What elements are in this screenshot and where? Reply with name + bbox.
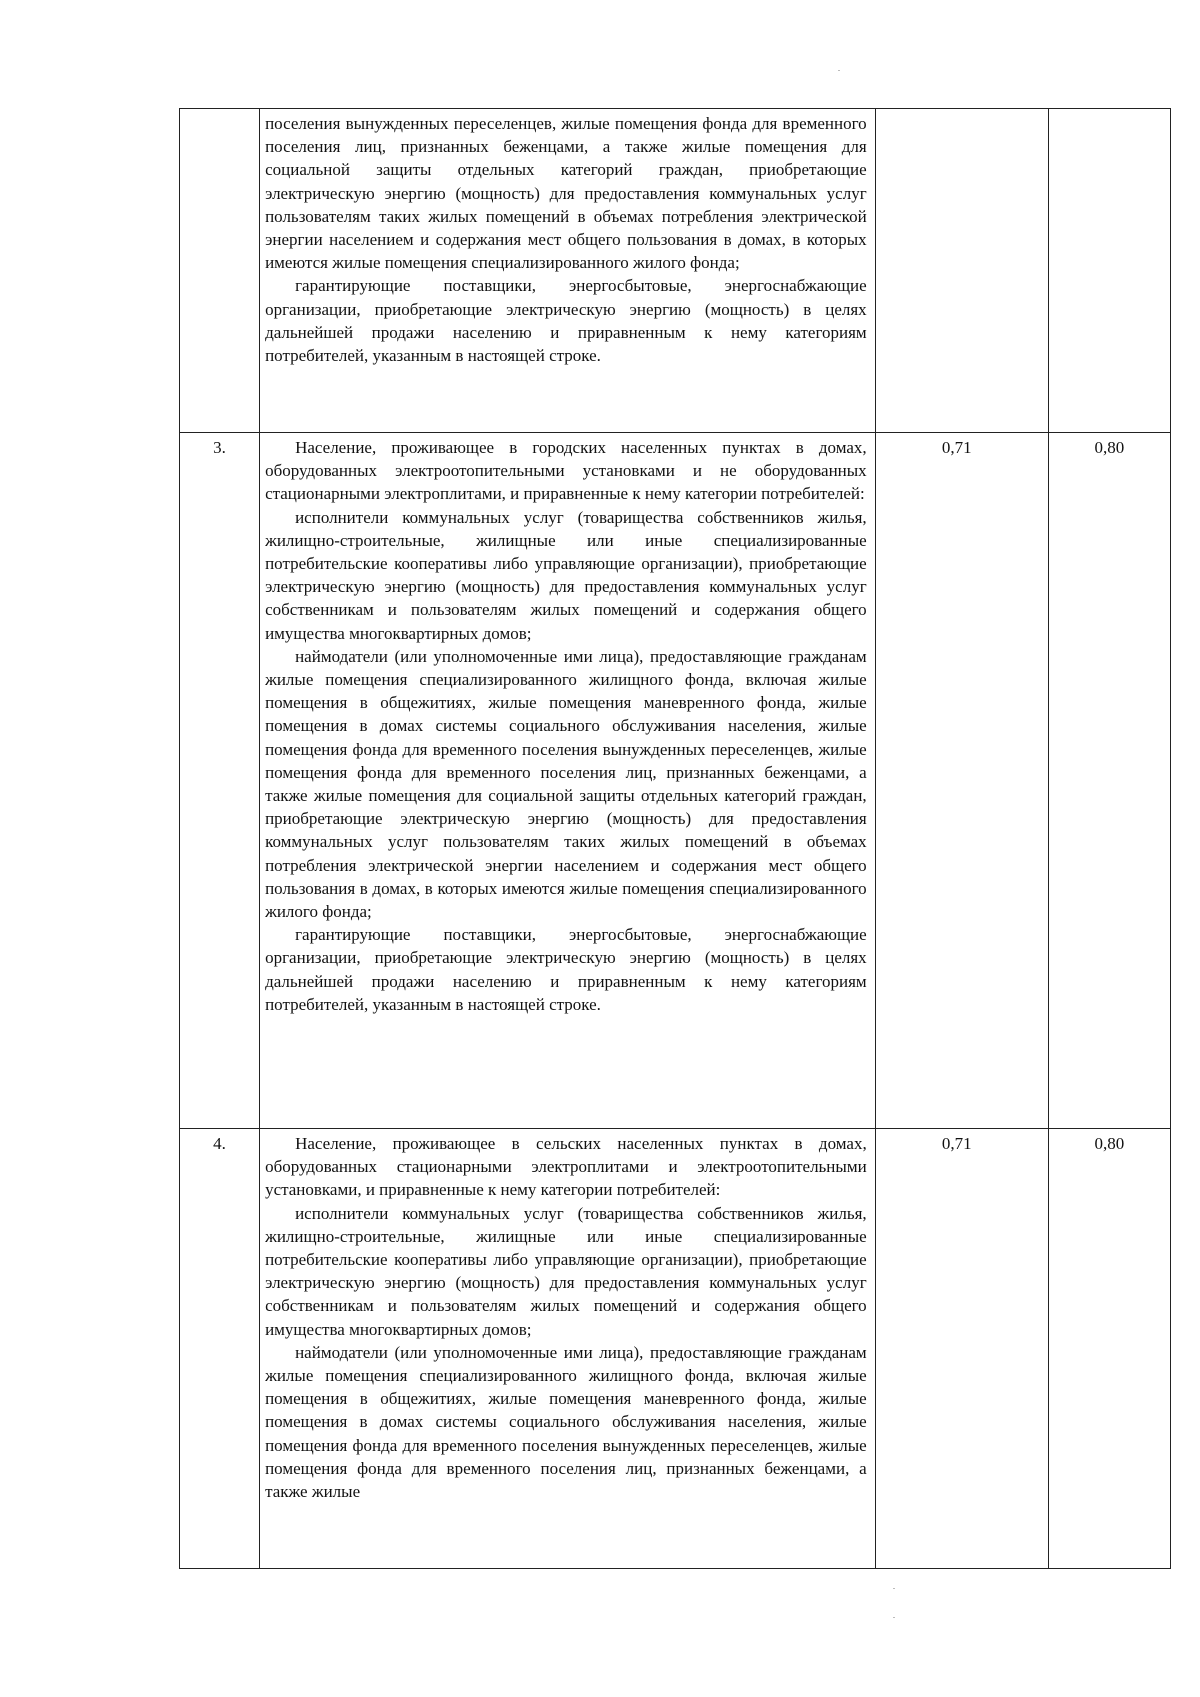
scan-speck bbox=[893, 1617, 895, 1618]
paragraph: исполнители коммунальных услуг (товарищества собственников жилья, жилищно-строительные, жилищные или иные специализированные потребительские кооперативы либо управляющие организации), приобретающие электрическую энергию (мощность) для предоставления коммунальных услуг собственникам и пользователям жилых помещений и содержания общего имущества многоквартирных домов; bbox=[265, 507, 867, 643]
row-number: 3. bbox=[213, 438, 226, 457]
row-number-cell bbox=[180, 109, 260, 433]
value-cell-2 bbox=[1048, 433, 1170, 1129]
paragraph: гарантирующие поставщики, энергосбытовые, энергоснабжающие организации, приобретающие электрическую энергию (мощность) в целях дальнейшей продажи населению и приравненным к нему категориям потребителей, указанным в настоящей строке. bbox=[265, 925, 867, 1014]
description-cell bbox=[260, 109, 876, 433]
paragraph: Население, проживающее в городских населенных пунктах в домах, оборудованных электроотопительными установками и не оборудованных стационарными электроплитами, и приравненные к нему категории потребителей: bbox=[265, 438, 867, 504]
row-number-cell bbox=[180, 1129, 260, 1569]
scan-speck bbox=[838, 70, 840, 71]
paragraph: гарантирующие поставщики, энергосбытовые, энергоснабжающие организации, приобретающие электрическую энергию (мощность) в целях дальнейшей продажи населению и приравненным к нему категориям потребителей, указанным в настоящей строке. bbox=[265, 276, 867, 366]
value-cell-1 bbox=[875, 109, 1048, 433]
paragraph: исполнители коммунальных услуг (товарищества собственников жилья, жилищно-строительные, жилищные или иные специализированные потребительские кооперативы либо управляющие организации), приобретающие электрическую энергию (мощность) для предоставления коммунальных услуг собственникам и пользователям жилых помещений и содержания общего имущества многоквартирных домов; bbox=[265, 1203, 867, 1339]
value-1: 0,71 bbox=[941, 1134, 972, 1153]
value-1: 0,71 bbox=[941, 438, 972, 457]
value-2: 0,80 bbox=[1094, 1134, 1125, 1153]
value-cell-1 bbox=[875, 1129, 1048, 1569]
description-cell bbox=[260, 433, 876, 1129]
table-row bbox=[180, 1129, 1171, 1569]
row-number bbox=[180, 109, 259, 112]
value-cell-1 bbox=[875, 433, 1048, 1129]
table-row bbox=[180, 109, 1171, 433]
value-2: 0,80 bbox=[1094, 438, 1125, 457]
paragraph: поселения вынужденных переселенцев, жилые помещения фонда для временного поселения лиц, признанных беженцами, а также жилые помещения для социальной защиты отдельных категорий граждан, приобретающие электрическую энергию (мощность) для предоставления коммунальных услуг пользователям таких жилых помещений в объемах потребления электрической энергии населением и содержания мест общего пользования в домах, в которых имеются жилые помещения специализированного жилого фонда; bbox=[265, 114, 867, 273]
paragraph: наймодатели (или уполномоченные ими лица), предоставляющие гражданам жилые помещения специализированного жилищного фонда, включая жилые помещения в общежитиях, жилые помещения маневренного фонда, жилые помещения в домах системы социального обслуживания населения, жилые помещения фонда для временного поселения вынужденных переселенцев, жилые помещения фонда для временного поселения лиц, признанных беженцами, а также жилые bbox=[265, 1342, 867, 1502]
value-2 bbox=[1049, 109, 1170, 112]
scan-speck bbox=[893, 1588, 895, 1589]
row-number-cell bbox=[180, 433, 260, 1129]
description-cell bbox=[260, 1129, 876, 1569]
row-number: 4. bbox=[213, 1134, 226, 1153]
tariff-table bbox=[179, 108, 1171, 1569]
paragraph: наймодатели (или уполномоченные ими лица), предоставляющие гражданам жилые помещения специализированного жилищного фонда, включая жилые помещения в общежитиях, жилые помещения маневренного фонда, жилые помещения в домах системы социального обслуживания населения, жилые помещения фонда для временного поселения вынужденных переселенцев, жилые помещения фонда для временного поселения лиц, признанных беженцами, а также жилые помещения для социальной защиты отдельных категорий граждан, приобретающие электрическую энергию (мощность) для предоставления коммунальных услуг пользователям таких жилых помещений в объемах потребления электрической энергии населением и содержания мест общего пользования в домах, в которых имеются жилые помещения специализированного жилого фонда; bbox=[265, 646, 867, 922]
value-cell-2 bbox=[1048, 1129, 1170, 1569]
paragraph: Население, проживающее в сельских населенных пунктах в домах, оборудованных стационарными электроплитами и электроотопительными установками, и приравненные к нему категории потребителей: bbox=[265, 1134, 867, 1200]
value-cell-2 bbox=[1048, 109, 1170, 433]
table-row bbox=[180, 433, 1171, 1129]
value-1 bbox=[876, 109, 1048, 112]
